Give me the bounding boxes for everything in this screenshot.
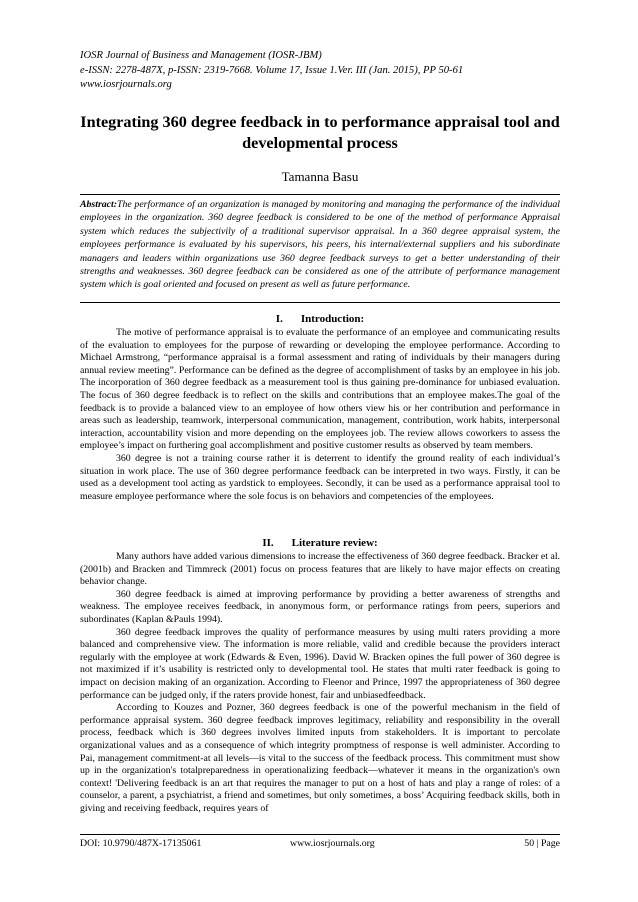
abstract-bottom-rule xyxy=(80,302,560,303)
abstract-top-rule xyxy=(80,194,560,195)
journal-issn-line: e-ISSN: 2278-487X, p-ISSN: 2319-7668. Volume 17, Issue 1.Ver. III (Jan. 2015), PP 50-61 xyxy=(80,64,464,76)
journal-name: IOSR Journal of Business and Management (IOSR-JBM) xyxy=(80,50,322,61)
paragraph: 360 degree feedback improves the quality of performance measures by using multi raters providing a more balanced and comprehensive view. The information is more reliable, valid and credible because the providers interact regularly with the employee at work (Edwards & Even, 1996). David W. Bracken opines the full power of 360 degree is not maximized if it’s usability is restricted only to developmental tool. He states that multi rater feedback is going to impact on decision making of an organization. According to Fleenor and Prince, 1997 the appropriateness of 360 degree performance can be judged only, if the raters provide honest, fair and unbiasedfeedback. xyxy=(80,626,560,701)
section-body-introduction xyxy=(80,327,560,503)
footer-website: www.iosrjournals.org xyxy=(290,838,375,849)
section-title: Introduction: xyxy=(300,313,365,325)
paragraph: 360 degree feedback is aimed at improving performance by providing a better awareness of strengths and weakness. The employee receives feedback, in anonymous form, or performance ratings from peers, superiors and subordinates (Kaplan &Pauls 1994). xyxy=(80,588,560,625)
paper-title: Integrating 360 degree feedback in to performance appraisal tool and developmental process xyxy=(80,113,560,152)
footer-page-number: 50 | Page xyxy=(524,838,560,849)
abstract-label: Abstract: xyxy=(80,199,118,210)
paragraph: The motive of performance appraisal is to evaluate the performance of an employee and communicating results of the evaluation to employees for the purpose of rewarding or developing the employee performance. According to Michael Armstrong, “performance appraisal is a formal assessment and rating of individuals by their managers during annual review meeting”. Performance can be defined as the degree of accomplishment of tasks by an employee in his job. The incorporation of 360 degree feedback as a measurement tool is thus gaining pre-dominance for unbiased evaluation. The focus of 360 degree feedback is to reflect on the skills and contributions that an employee makes.The goal of the feedback is to provide a balanced view to an employee of how others view his or her contribution and performance in areas such as leadership, teamwork, interpersonal communication, management, contribution, work habits, interpersonal interaction, accountability vision and more depending on the employees job. The review allows coworkers to assess the employee’s impact on furthering goal accomplishment and positive customer results as observed by team members. xyxy=(80,327,560,452)
abstract-text: The performance of an organization is managed by monitoring and managing the performance of the individual employees in the organization. 360 degree feedback is considered to be one of the method of performance Appraisal system which reduces the subjectivily of a traditional supervisor appraisal. In a 360 degree appraisal system, the employees performance is evaluated by his supervisors, his peers, his internal/external suppliers and his subordinate managers and leaders within organizations use 360 degree feedback surveys to get a better understanding of their strengths and weaknesses. 360 degree feedback can be considered as one of the attribute of performance management system which is goal oriented and focused on present as well as future performance. xyxy=(80,199,560,291)
paper-author: Tamanna Basu xyxy=(281,169,359,184)
journal-website: www.iosrjournals.org xyxy=(80,79,172,91)
paragraph: 360 degree is not a training course rather it is deterrent to identify the ground reality of each individual’s situation in work place. The use of 360 degree performance feedback can be interpreted in two ways. Firstly, it can be used as a development tool acting as yardstick to employees. Secondly, it can be used as a performance appraisal tool to measure employee performance where the sole focus is on behaviors and competencies of the employees. xyxy=(80,452,560,502)
section-title: Literature review: xyxy=(291,537,378,549)
paragraph: Many authors have added various dimensions to increase the effectiveness of 360 degree feedback. Bracker et al. (2001b) and Bracken and Timmreck (2001) focus on process features that are likely to have major effects on creating behavior change. xyxy=(80,551,560,588)
paragraph: According to Kouzes and Pozner, 360 degrees feedback is one of the powerful mechanism in the field of performance appraisal system. 360 degree feedback improves legitimacy, reliability and responsibility in the overall process, feedback which is 360 degrees involves limited inputs from stakeholders. It is important to percolate organizational values and as a consequence of which integrity promptness of response is well administer. According to Pai, management commitment-at all levels—is vital to the success of the feedback process. This commitment must show up in the organization's totalpreparedness in operationalizing feedback—whatever it means in the organization's own context! 'Delivering feedback is an art that requires the manager to put on a host of hats and play a range of roles: of a counselor, a parent, a psychiatrist, a friend and sometimes, but only sometimes, a boss’ Acquiring feedback skills, both in giving and receiving feedback, requires years of xyxy=(80,702,560,814)
footer-doi: DOI: 10.9790/487X-17135061 xyxy=(80,838,202,849)
footer-rule xyxy=(80,834,560,835)
section-heading-literature-review xyxy=(80,537,560,549)
section-body-literature-review xyxy=(80,551,560,815)
section-heading-introduction xyxy=(80,313,560,325)
journal-header xyxy=(80,49,560,93)
section-number: II. xyxy=(262,537,274,549)
abstract xyxy=(80,198,560,292)
section-number: I. xyxy=(275,313,283,325)
